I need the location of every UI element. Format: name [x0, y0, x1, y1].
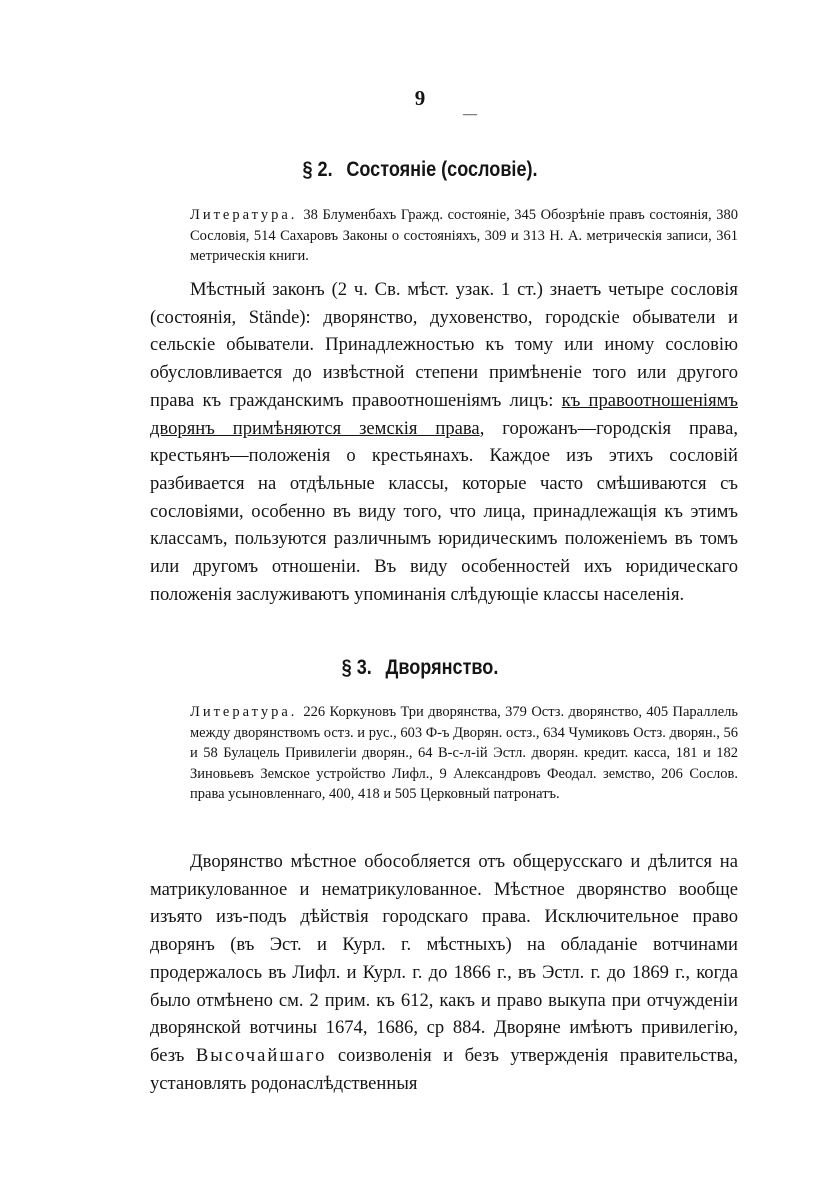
body-text-part: соизволенія и безъ утвержденія правительства, установлять родонаслѣдственныя	[150, 1044, 738, 1094]
body-text-part: , горожанъ—городскія права, крестьянъ—положенія о крестьянахъ. Каждое изъ этихъ сословій разбивается на отдѣльные классы, которые часто смѣшиваются съ сословіями, особенно въ виду того, что лица, принадлежащія къ этимъ классамъ, пользуются различнымъ юридическимъ положеніемъ въ томъ или другомъ отношеніи. Въ виду особенностей ихъ юридическаго положенія заслуживаютъ упоминанія слѣдующіе классы населенія.	[150, 417, 738, 605]
section-2-body	[150, 276, 738, 608]
literature-label: Литература.	[190, 207, 298, 223]
underlined-phrase: къ правоотношеніямъ дворянъ примѣняются земскія права	[150, 389, 739, 439]
section-2-number: § 2.	[302, 158, 333, 181]
page-number-value: 9	[414, 86, 426, 110]
section-3-literature	[190, 702, 738, 805]
section-3-title: Дворянство.	[385, 656, 499, 679]
section-3-heading	[59, 656, 781, 680]
section-2-heading	[59, 158, 781, 182]
literature-label: Литература.	[190, 704, 298, 720]
paragraph-indent	[150, 851, 190, 872]
body-text-part: Дворянство мѣстное обособляется отъ общерусскаго и дѣлится на матрикулованное и нематрикулованное. Мѣстное дворянство вообще изъято изъ-подъ дѣйствія городскаго права. Исключительное право дворянъ (въ Эст. и Курл. г. мѣстныхъ) на обладаніе вотчинами продержалось въ Лифл. и Курл. г. до 1866 г., въ Эстл. г. до 1869 г., когда было отмѣнено см. 2 прим. къ 612, какъ и право выкупа при отчужденіи дворянской вотчины 1674, 1686, ср 884. Дворяне имѣютъ привилегію, безъ	[150, 851, 738, 1066]
literature-text: 38 Блуменбахъ Гражд. состояніе, 345 Обозрѣніе правъ состоянія, 380 Сословія, 514 Сахаровъ Законы о состояніяхъ, 309 и 313 Н. А. метрическія записи, 361 метрическія книги.	[190, 207, 738, 264]
body-text-part: Мѣстный законъ (2 ч. Св. мѣст. узак. 1 ст.) знаетъ четыре сословія (состоянія, Stände): дворянство, духовенство, городскіе обыватели и сельскіе обыватели. Принадлежностью къ тому или иному сословію обусловливается до извѣстной степени примѣненіе того или другого права къ гражданскимъ правоотношеніямъ лицъ:	[150, 279, 738, 411]
section-2-title: Состояніе (сословіе).	[346, 158, 538, 181]
section-3-body	[150, 848, 738, 1097]
literature-text: 226 Коркуновъ Три дворянства, 379 Остз. дворянство, 405 Параллель между дворянствомъ остз. и рус., 603 Ф-ъ Дворян. остз., 634 Чумиковъ Остз. дворян., 56 и 58 Булацель Привилегіи дворян., 64 В-с-л-ій Эстл. дворян. кредит. касса, 181 и 182 Зиновьевъ Земское устройство Лифл., 9 Александровъ Феодал. земство, 206 Сослов. права усыновленнаго, 400, 418 и 505 Церковный патронатъ.	[190, 704, 738, 802]
page-number	[0, 86, 840, 122]
paragraph-indent	[150, 279, 190, 300]
section-2-literature	[190, 205, 738, 267]
page-mark: —	[463, 107, 477, 122]
section-3-number: § 3.	[341, 656, 372, 679]
spaced-word: Высочайшаго	[195, 1044, 327, 1066]
